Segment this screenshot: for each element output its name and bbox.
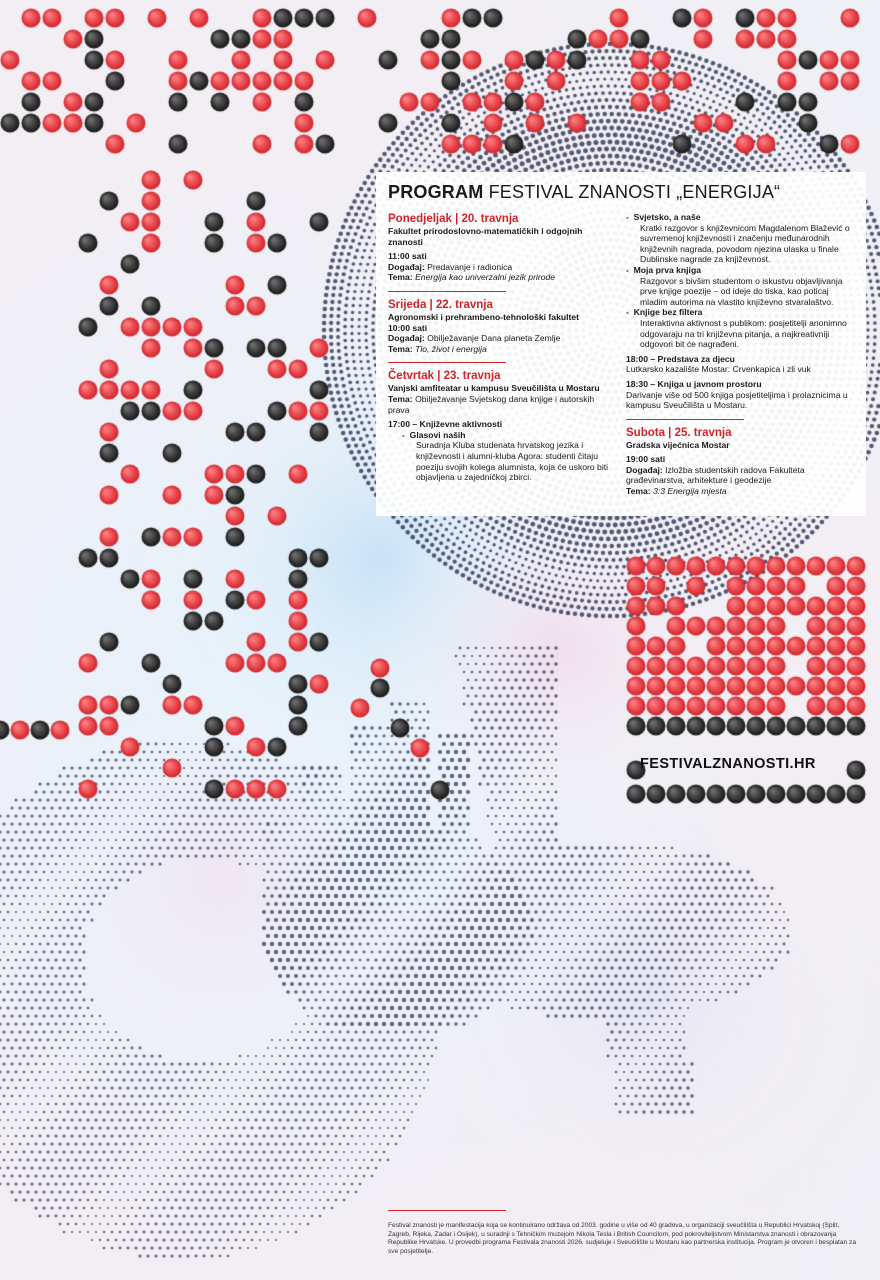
time-1830: 18:30 – Knjiga u javnom prostoru — [626, 378, 762, 389]
activity-title: - Svjetsko, a naše — [626, 212, 701, 222]
footer-text: Festival znanosti je manifestacija koja se kontinuirano održava od 2003. godine u više od 40 gradova, u organizaciji sveučilišta u Republici Hrvatskoj (Split, Zagreb, Rijeka, Zadar i Osijek), u suradnji s Tehničkim muzejom Nikola Tesla i British Councilom, pod pokroviteljstvom Ministarstva znanosti i obrazovanja Republike Hrvatske. U provedbi programa Festivala znanosti 2026. sudjeluje i Sveučilište u Mostaru kao partnerska institucija. Program je otvoren i besplatan za sve posjetitelje. — [388, 1222, 857, 1255]
time-1800: 18:00 – Predstava za djecu — [626, 353, 735, 364]
venue-saturday: Gradska vijećnica Mostar — [626, 439, 730, 450]
program-column-left — [388, 212, 613, 483]
separator — [626, 419, 744, 420]
text-1830: Darivanje više od 500 knjiga posjetiteljima i prolaznicima u kampusu Sveučilišta u Mostaru. — [626, 389, 848, 411]
time-wednesday: 10:00 sati — [388, 322, 428, 333]
time-monday: 11:00 sati — [388, 251, 427, 262]
program-panel — [376, 172, 866, 516]
venue-monday: Fakultet prirodoslovno-matematičkih i odgojnih znanosti — [388, 226, 583, 247]
activity-title: - Moja prva knjiga — [626, 264, 701, 275]
activity-item — [626, 307, 858, 349]
activity-text: Kratki razgovor s književnicom Magdalenom Blažević o suvremenoj književnosti i značenju međunarodnih književnih nagrada, povodom njezina ulaska u finale Dublinske nagrade za književnost. — [640, 222, 850, 265]
separator — [388, 362, 506, 363]
activity-item — [626, 212, 858, 265]
text-1800: Lutkarsko kazalište Mostar: Crvenkapica i zli vuk — [626, 364, 811, 375]
event-wednesday: Događaj: Obilježavanje Dana planeta Zemlje — [388, 333, 561, 344]
activity-item — [388, 430, 613, 483]
venue-thursday: Vanjski amfiteatar u kampusu Sveučilišta u Mostaru — [388, 383, 600, 394]
event-monday: Događaj: Predavanje i radionica — [388, 261, 513, 272]
separator — [388, 291, 506, 292]
event-saturday: Događaj: Izložba studentskih radova Fakulteta građevinarstva, arhitekture i geodezije — [626, 464, 805, 486]
time-saturday: 19:00 sati — [626, 454, 666, 465]
theme-thursday: Tema: Obilježavanje Svjetskog dana knjige i autorskih prava — [388, 393, 595, 415]
activity-title: - Glasovi naših — [402, 429, 466, 440]
activity-item — [626, 265, 858, 307]
day-thursday: Četvrtak | 23. travnja — [388, 370, 501, 383]
day-wednesday: Srijeda | 22. travnja — [388, 298, 493, 311]
activity-title: - Knjige bez filtera — [626, 307, 703, 318]
footer-separator — [388, 1210, 506, 1211]
program-column-right — [626, 212, 858, 497]
time-thursday: 17:00 – Književne aktivnosti — [388, 419, 503, 430]
day-monday: Ponedjeljak | 20. travnja — [388, 213, 519, 225]
theme-saturday: Tema: 3:3 Energija mjesta — [626, 486, 727, 497]
venue-wednesday: Agronomski i prehrambeno-tehnološki fakultet — [388, 311, 579, 322]
title-bold: PROGRAM — [388, 182, 484, 202]
theme-wednesday: Tema: Tlo, život i energija — [388, 343, 487, 354]
theme-monday: Tema: Energija kao univerzalni jezik prirode — [388, 272, 556, 283]
activity-text: Razgovor s bivšim studentom o iskustvu objavljivanja prve knjige poezije – od ideje do tiska, kao poticaj mladim autorima na vlastito književno stvaralaštvo. — [640, 275, 843, 307]
website-url[interactable]: FESTIVALZNANOSTI.HR — [640, 756, 816, 772]
title-rest: FESTIVAL ZNANOSTI „ENERGIJA“ — [483, 182, 781, 202]
activity-text: Suradnja Kluba studenata hrvatskog jezika i književnosti i alumni-kluba Agora: studenti čitaju poeziju svojih kolega alumnista, koja će uskoro biti objavljena u zajedničkoj zbirci. — [416, 440, 609, 483]
program-title — [388, 182, 780, 203]
day-saturday: Subota | 25. travnja — [626, 426, 732, 439]
activity-text: Interaktivna aktivnost s publikom: posjetitelji anonimno odgovaraju na tri književna pitanja, a najkreativniji odgovori bit će nagrađeni. — [640, 317, 847, 350]
